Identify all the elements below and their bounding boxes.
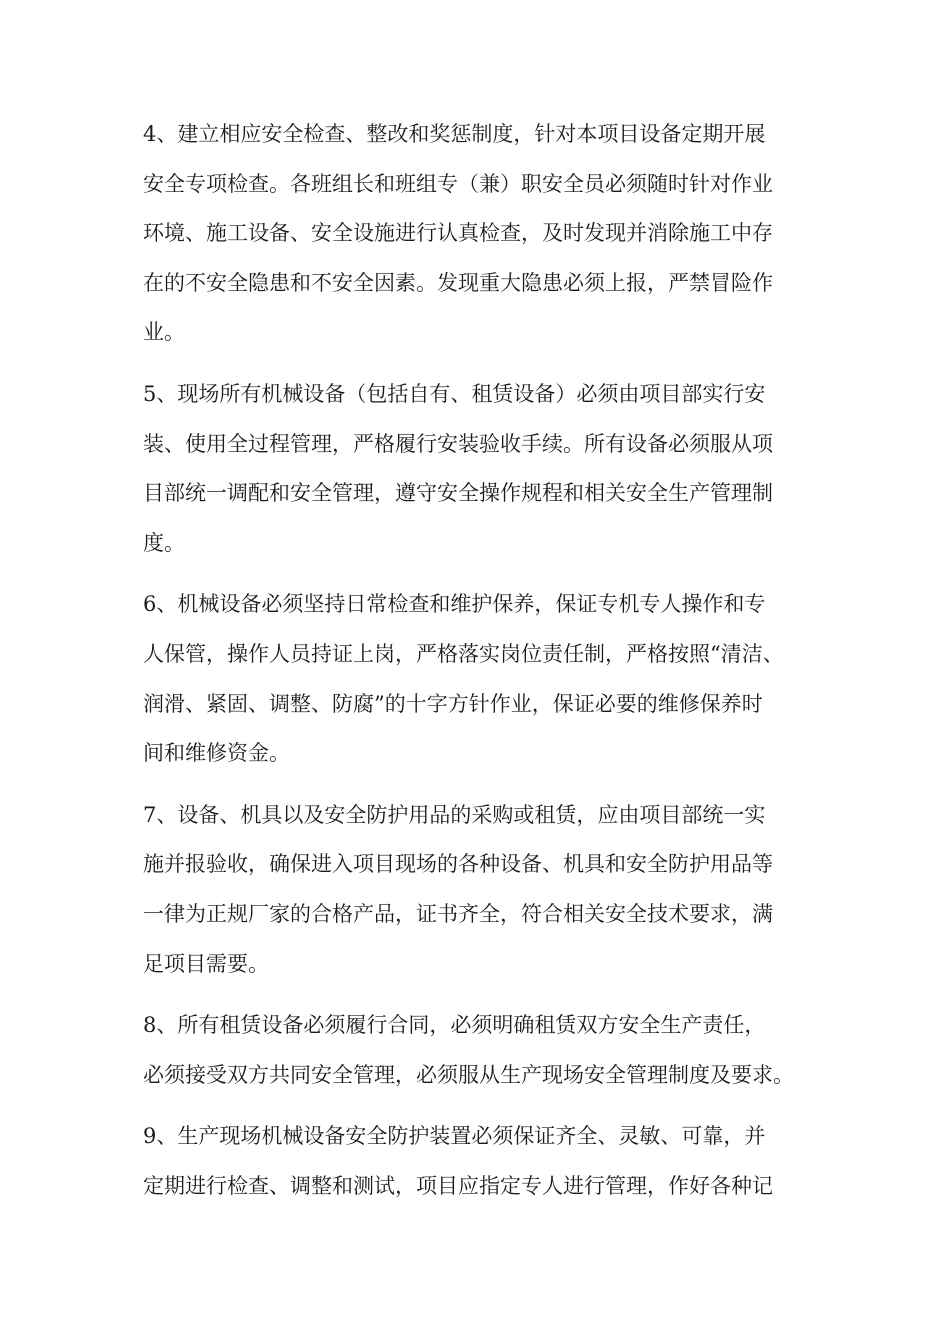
text-line: 装、使用全过程管理，严格履行安装验收手续。所有设备必须服从项: [143, 431, 773, 456]
text-line: 足项目需要。: [143, 951, 269, 976]
text-line: 定期进行检查、调整和测试，项目应指定专人进行管理，作好各种记: [143, 1173, 773, 1198]
text-line: 5、现场所有机械设备（包括自有、租赁设备）必须由项目部实行安: [143, 381, 766, 406]
text-line: 一律为正规厂家的合格产品，证书齐全，符合相关安全技术要求，满: [143, 901, 773, 926]
text-line: 目部统一调配和安全管理，遵守安全操作规程和相关安全生产管理制: [143, 481, 773, 506]
text-line: 安全专项检查。各班组长和班组专（兼）职安全员必须随时针对作业: [143, 171, 773, 196]
paragraph-item-8: [143, 1001, 833, 1100]
text-line: 施并报验收，确保进入项目现场的各种设备、机具和安全防护用品等: [143, 852, 773, 877]
text-line: 4、建立相应安全检查、整改和奖惩制度，针对本项目设备定期开展: [143, 122, 766, 146]
paragraph-item-9: [143, 1112, 833, 1211]
document-body: [143, 110, 833, 1223]
paragraph-item-4: [143, 110, 833, 358]
text-line: 7、设备、机具以及安全防护用品的采购或租赁，应由项目部统一实: [143, 802, 766, 827]
text-line: 业。: [143, 320, 185, 345]
paragraph-item-6: [143, 580, 833, 778]
text-line: 润滑、紧固、调整、防腐”的十字方针作业，保证必要的维修保养时: [143, 691, 763, 716]
text-line: 人保管，操作人员持证上岗，严格落实岗位责任制，严格按照“清洁、: [143, 641, 784, 666]
text-line: 必须接受双方共同安全管理，必须服从生产现场安全管理制度及要求。: [143, 1062, 794, 1087]
text-line: 6、机械设备必须坚持日常检查和维护保养，保证专机专人操作和专: [143, 592, 766, 617]
paragraph-item-5: [143, 370, 833, 568]
text-line: 8、所有租赁设备必须履行合同，必须明确租赁双方安全生产责任，: [143, 1013, 766, 1038]
text-line: 度。: [143, 530, 185, 555]
text-line: 间和维修资金。: [143, 741, 290, 766]
paragraph-item-7: [143, 791, 833, 989]
text-line: 环境、施工设备、安全设施进行认真检查，及时发现并消除施工中存: [143, 221, 773, 246]
text-line: 9、生产现场机械设备安全防护装置必须保证齐全、灵敏、可靠，并: [143, 1124, 766, 1149]
text-line: 在的不安全隐患和不安全因素。发现重大隐患必须上报，严禁冒险作: [143, 270, 773, 295]
